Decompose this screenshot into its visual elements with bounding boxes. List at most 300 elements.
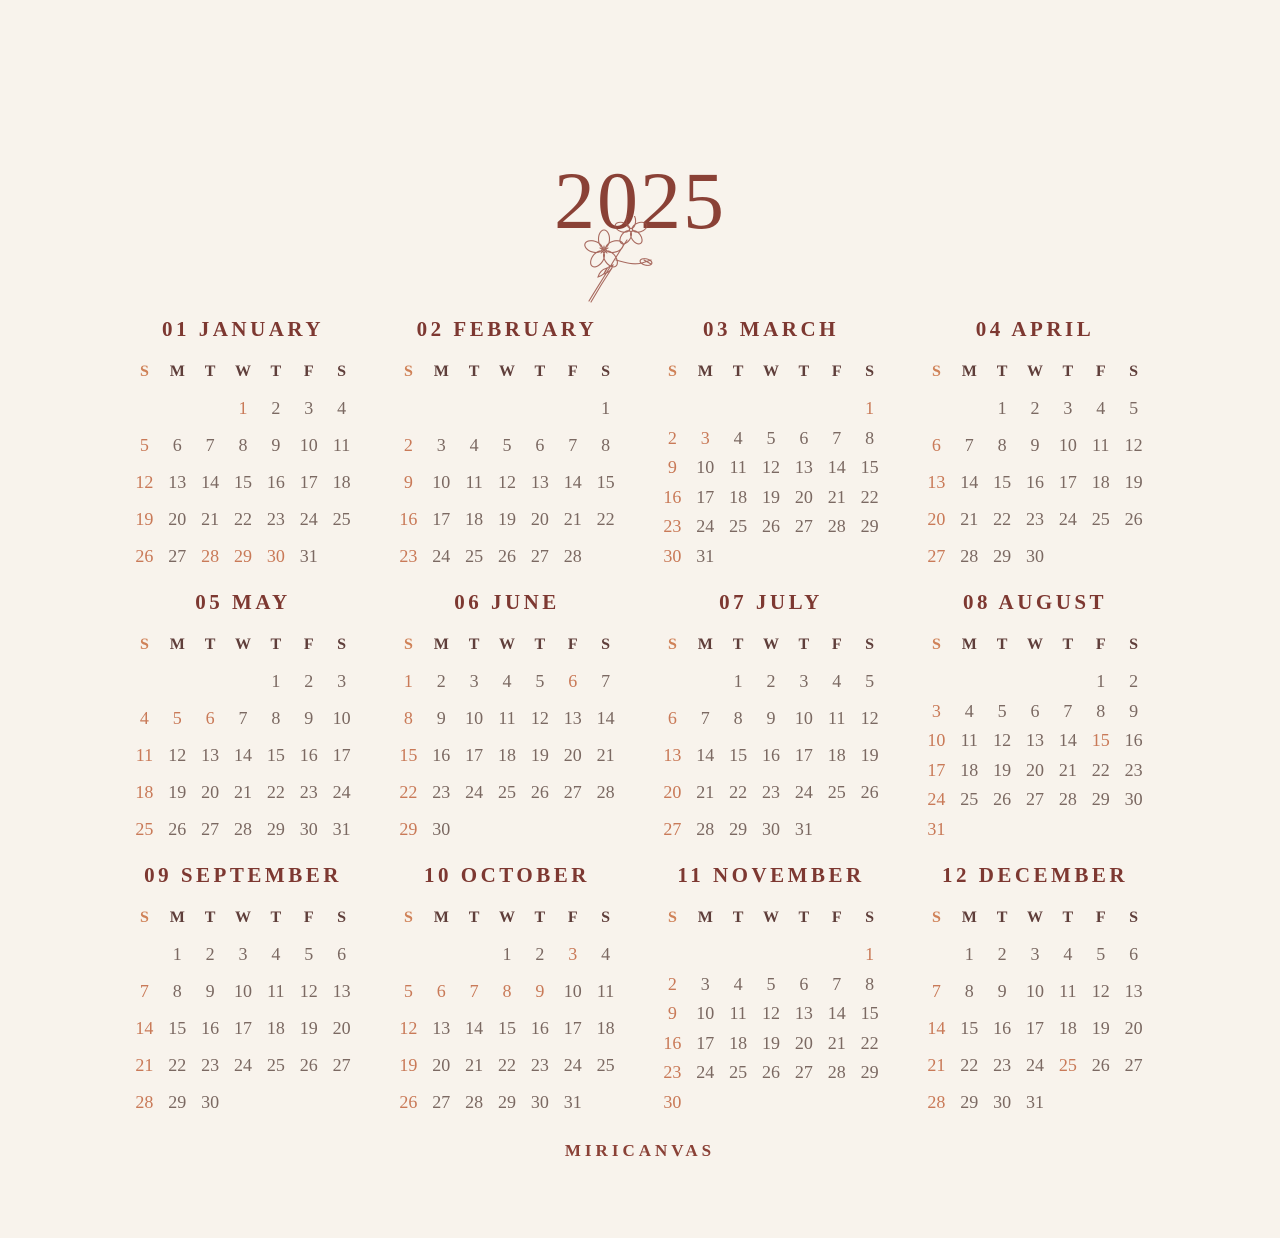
day-cell: 17 <box>563 1018 582 1038</box>
day-cell: 18 <box>827 745 846 765</box>
day-cell: 26 <box>497 546 516 566</box>
weekday-label: W <box>762 363 779 380</box>
week-row <box>128 1054 358 1076</box>
weekday-label: S <box>931 363 941 380</box>
month-march <box>656 317 886 590</box>
day-cell: 9 <box>304 708 314 728</box>
day-cell: 24 <box>696 516 715 537</box>
week-row <box>920 759 1150 781</box>
day-cell: 12 <box>168 745 187 765</box>
empty-cell <box>1084 545 1117 567</box>
day-cell: 3 <box>1063 398 1073 418</box>
day-cell: 3 <box>1030 944 1040 964</box>
day-cell: 1 <box>172 944 182 964</box>
weekday-label: F <box>567 636 578 653</box>
empty-cell <box>920 670 953 692</box>
day-cell: 27 <box>530 546 549 566</box>
day-cell: 20 <box>794 1032 813 1053</box>
day-cell: 18 <box>596 1018 615 1038</box>
day-cell: 13 <box>1124 981 1143 1001</box>
weekday-label: T <box>270 636 282 653</box>
day-cell: 22 <box>960 1055 979 1075</box>
day-cell: 19 <box>860 745 879 765</box>
empty-cell <box>689 943 722 965</box>
day-cell: 19 <box>135 509 154 529</box>
weekday-label: T <box>534 363 546 380</box>
empty-cell <box>556 397 589 419</box>
day-cell: 26 <box>399 1092 418 1112</box>
weekday-label: T <box>798 636 810 653</box>
empty-cell <box>787 1091 820 1113</box>
day-cell: 14 <box>1058 730 1077 751</box>
day-cell: 7 <box>139 981 149 1001</box>
day-cell: 12 <box>761 457 780 478</box>
day-cell: 22 <box>596 509 615 529</box>
day-cell: 2 <box>1129 671 1139 691</box>
day-cell: 1 <box>238 398 248 418</box>
day-cell: 25 <box>332 509 351 529</box>
day-cell: 26 <box>299 1055 318 1075</box>
month-august <box>920 590 1150 863</box>
empty-cell <box>953 818 986 840</box>
empty-cell <box>689 670 722 692</box>
day-cell: 15 <box>497 1018 516 1038</box>
day-cell: 2 <box>667 427 677 448</box>
day-cell: 20 <box>201 782 220 802</box>
day-cell: 29 <box>993 546 1012 566</box>
day-cell: 18 <box>497 745 516 765</box>
empty-cell <box>392 943 425 965</box>
day-cell: 1 <box>502 944 512 964</box>
day-cell: 2 <box>403 435 413 455</box>
day-cell: 5 <box>1129 398 1139 418</box>
month-october <box>392 863 622 1136</box>
weekday-label: T <box>468 636 480 653</box>
week-row <box>656 1061 886 1083</box>
weekday-label: W <box>234 909 251 926</box>
weekday-label: S <box>403 363 413 380</box>
empty-cell <box>986 670 1019 692</box>
day-cell: 24 <box>1058 509 1077 529</box>
day-cell: 9 <box>667 457 677 478</box>
day-cell: 21 <box>135 1055 154 1075</box>
day-cell: 10 <box>299 435 318 455</box>
day-cell: 31 <box>794 819 813 839</box>
day-cell: 27 <box>794 516 813 537</box>
day-cell: 11 <box>828 708 846 728</box>
empty-cell <box>722 1091 755 1113</box>
week-row <box>392 545 622 567</box>
day-cell: 26 <box>168 819 187 839</box>
weekday-label: S <box>601 636 611 653</box>
week-row <box>128 1017 358 1039</box>
empty-cell <box>953 397 986 419</box>
week-row <box>920 670 1150 692</box>
empty-cell <box>392 397 425 419</box>
weekday-label: S <box>865 636 875 653</box>
day-cell: 3 <box>799 671 809 691</box>
week-row <box>392 818 622 840</box>
empty-cell <box>325 1091 358 1113</box>
day-cell: 28 <box>201 546 220 566</box>
day-cell: 25 <box>135 819 154 839</box>
weekday-label: T <box>534 909 546 926</box>
day-cell: 3 <box>337 671 347 691</box>
day-cell: 21 <box>1058 759 1077 780</box>
week-row <box>920 700 1150 722</box>
day-cell: 16 <box>1124 730 1143 751</box>
day-cell: 28 <box>827 516 846 537</box>
day-cell: 14 <box>233 745 252 765</box>
day-cell: 29 <box>860 1062 879 1083</box>
day-cell: 27 <box>1025 789 1044 810</box>
day-cell: 22 <box>233 509 252 529</box>
day-cell: 27 <box>432 1092 451 1112</box>
month-title: 11 NOVEMBER <box>677 863 865 887</box>
weekday-label: S <box>865 909 875 926</box>
day-cell: 12 <box>993 730 1012 751</box>
weekday-label: S <box>403 909 413 926</box>
day-cell: 5 <box>403 981 413 1001</box>
weekday-label: F <box>567 363 578 380</box>
empty-cell <box>722 397 755 419</box>
week-row <box>392 707 622 729</box>
days-grid <box>920 397 1150 567</box>
empty-cell <box>227 670 260 692</box>
day-cell: 28 <box>960 546 979 566</box>
week-row <box>128 434 358 456</box>
day-cell: 5 <box>535 671 545 691</box>
day-cell: 20 <box>432 1055 451 1075</box>
day-cell: 25 <box>729 516 748 537</box>
weekday-label: S <box>1129 363 1139 380</box>
day-cell: 17 <box>233 1018 252 1038</box>
day-cell: 31 <box>563 1092 582 1112</box>
month-title: 12 DECEMBER <box>941 863 1129 887</box>
day-cell: 7 <box>832 427 842 448</box>
day-cell: 2 <box>667 973 677 994</box>
day-cell: 26 <box>530 782 549 802</box>
day-cell: 6 <box>931 435 941 455</box>
day-cell: 24 <box>332 782 351 802</box>
weekday-label: F <box>1095 909 1106 926</box>
weekday-label: F <box>303 909 314 926</box>
empty-cell <box>986 818 1019 840</box>
day-cell: 30 <box>761 819 780 839</box>
day-cell: 28 <box>596 782 615 802</box>
day-cell: 7 <box>931 981 941 1001</box>
day-cell: 20 <box>927 509 946 529</box>
day-cell: 13 <box>663 745 682 765</box>
day-cell: 18 <box>1091 472 1110 492</box>
day-cell: 18 <box>332 472 351 492</box>
weekday-label: S <box>601 363 611 380</box>
month-title: 01 JANUARY <box>161 317 324 341</box>
day-cell: 29 <box>1091 789 1110 810</box>
weekday-label: W <box>498 363 515 380</box>
day-cell: 20 <box>1025 759 1044 780</box>
day-cell: 18 <box>960 759 979 780</box>
day-cell: 30 <box>299 819 318 839</box>
weekday-label: M <box>961 636 977 653</box>
day-cell: 16 <box>399 509 418 529</box>
weekday-label: S <box>865 363 875 380</box>
weekday-label: S <box>1129 636 1139 653</box>
weekday-label: F <box>831 636 842 653</box>
day-cell: 6 <box>799 427 809 448</box>
day-cell: 13 <box>432 1018 451 1038</box>
week-row <box>128 980 358 1002</box>
day-cell: 7 <box>601 671 611 691</box>
day-cell: 21 <box>696 782 715 802</box>
day-cell: 12 <box>299 981 318 1001</box>
months-grid <box>128 317 1150 1136</box>
day-cell: 11 <box>1059 981 1077 1001</box>
day-cell: 13 <box>168 472 187 492</box>
empty-cell <box>589 818 622 840</box>
empty-cell <box>292 1091 325 1113</box>
day-cell: 18 <box>729 486 748 507</box>
month-title: 06 JUNE <box>454 590 560 614</box>
day-cell: 4 <box>601 944 611 964</box>
day-cell: 8 <box>502 981 512 1001</box>
day-cell: 19 <box>497 509 516 529</box>
weekday-label: W <box>234 636 251 653</box>
weekday-label: T <box>204 636 216 653</box>
day-cell: 15 <box>266 745 285 765</box>
empty-cell <box>556 818 589 840</box>
weekday-label: F <box>831 363 842 380</box>
day-cell: 30 <box>663 545 682 566</box>
day-cell: 27 <box>663 819 682 839</box>
day-cell: 8 <box>238 435 248 455</box>
day-cell: 13 <box>563 708 582 728</box>
day-cell: 11 <box>596 981 615 1001</box>
empty-cell <box>820 545 853 567</box>
month-title: 02 FEBRUARY <box>416 317 598 341</box>
day-cell: 13 <box>530 472 549 492</box>
day-cell: 13 <box>794 457 813 478</box>
day-cell: 10 <box>332 708 351 728</box>
empty-cell <box>589 545 622 567</box>
empty-cell <box>425 943 458 965</box>
week-row <box>920 729 1150 751</box>
day-cell: 14 <box>563 472 582 492</box>
day-cell: 19 <box>761 486 780 507</box>
day-cell: 11 <box>729 457 747 478</box>
day-cell: 6 <box>436 981 446 1001</box>
day-cell: 1 <box>271 671 281 691</box>
empty-cell <box>656 397 689 419</box>
day-cell: 29 <box>860 516 879 537</box>
day-cell: 22 <box>860 486 879 507</box>
week-row <box>656 1002 886 1024</box>
weekday-label: S <box>139 909 149 926</box>
day-cell: 22 <box>399 782 418 802</box>
empty-cell <box>1117 545 1150 567</box>
day-cell: 19 <box>168 782 187 802</box>
day-cell: 6 <box>799 973 809 994</box>
day-cell: 8 <box>601 435 611 455</box>
week-row <box>920 508 1150 530</box>
day-cell: 5 <box>865 671 875 691</box>
day-cell: 10 <box>465 708 484 728</box>
days-grid <box>920 670 1150 840</box>
day-cell: 15 <box>168 1018 187 1038</box>
day-cell: 23 <box>993 1055 1012 1075</box>
day-cell: 12 <box>761 1003 780 1024</box>
day-cell: 2 <box>205 944 215 964</box>
day-cell: 22 <box>860 1032 879 1053</box>
day-cell: 30 <box>1025 546 1044 566</box>
day-cell: 29 <box>168 1092 187 1112</box>
day-cell: 6 <box>172 435 182 455</box>
day-cell: 11 <box>960 730 978 751</box>
day-cell: 17 <box>794 745 813 765</box>
day-cell: 31 <box>1025 1092 1044 1112</box>
day-cell: 4 <box>964 700 974 721</box>
day-cell: 9 <box>436 708 446 728</box>
day-cell: 16 <box>432 745 451 765</box>
day-cell: 5 <box>172 708 182 728</box>
day-cell: 2 <box>535 944 545 964</box>
week-row <box>656 818 886 840</box>
weekday-label: W <box>1026 909 1043 926</box>
day-cell: 2 <box>271 398 281 418</box>
week-row <box>656 397 886 419</box>
weekday-row <box>128 907 358 929</box>
weekday-label: F <box>831 909 842 926</box>
days-grid <box>392 397 622 567</box>
day-cell: 14 <box>201 472 220 492</box>
month-title: 05 MAY <box>195 590 291 614</box>
weekday-label: W <box>498 636 515 653</box>
empty-cell <box>523 818 556 840</box>
weekday-label: T <box>270 363 282 380</box>
day-cell: 12 <box>1124 435 1143 455</box>
brand-footer: MIRICANVAS <box>564 1141 716 1160</box>
week-row <box>656 973 886 995</box>
weekday-label: M <box>697 636 713 653</box>
week-row <box>128 943 358 965</box>
day-cell: 26 <box>761 516 780 537</box>
day-cell: 5 <box>1096 944 1106 964</box>
day-cell: 29 <box>497 1092 516 1112</box>
empty-cell <box>1117 1091 1150 1113</box>
day-cell: 29 <box>233 546 252 566</box>
week-row <box>920 788 1150 810</box>
empty-cell <box>128 670 161 692</box>
day-cell: 5 <box>304 944 314 964</box>
day-cell: 21 <box>563 509 582 529</box>
year-title: 2025 <box>554 155 726 246</box>
week-row <box>392 471 622 493</box>
day-cell: 23 <box>432 782 451 802</box>
weekday-label: W <box>498 909 515 926</box>
day-cell: 21 <box>201 509 220 529</box>
day-cell: 27 <box>794 1062 813 1083</box>
day-cell: 13 <box>794 1003 813 1024</box>
day-cell: 4 <box>337 398 347 418</box>
empty-cell <box>689 397 722 419</box>
day-cell: 22 <box>168 1055 187 1075</box>
month-title: 04 APRIL <box>975 317 1095 341</box>
day-cell: 10 <box>432 472 451 492</box>
weekday-label: T <box>468 909 480 926</box>
day-cell: 28 <box>1058 789 1077 810</box>
day-cell: 5 <box>997 700 1007 721</box>
day-cell: 28 <box>827 1062 846 1083</box>
weekday-label: M <box>433 363 449 380</box>
month-december <box>920 863 1150 1136</box>
day-cell: 25 <box>1091 509 1110 529</box>
empty-cell <box>259 1091 292 1113</box>
empty-cell <box>787 943 820 965</box>
week-row <box>656 515 886 537</box>
day-cell: 5 <box>502 435 512 455</box>
day-cell: 26 <box>860 782 879 802</box>
day-cell: 15 <box>399 745 418 765</box>
week-row <box>392 781 622 803</box>
day-cell: 7 <box>832 973 842 994</box>
empty-cell <box>656 943 689 965</box>
day-cell: 18 <box>1058 1018 1077 1038</box>
day-cell: 18 <box>465 509 484 529</box>
month-title: 07 JULY <box>719 590 823 614</box>
week-row <box>128 397 358 419</box>
day-cell: 3 <box>700 973 710 994</box>
day-cell: 24 <box>1025 1055 1044 1075</box>
day-cell: 23 <box>201 1055 220 1075</box>
day-cell: 25 <box>729 1062 748 1083</box>
day-cell: 12 <box>530 708 549 728</box>
day-cell: 4 <box>139 708 149 728</box>
weekday-row <box>128 361 358 383</box>
weekday-label: S <box>667 909 677 926</box>
day-cell: 22 <box>266 782 285 802</box>
day-cell: 18 <box>729 1032 748 1053</box>
day-cell: 19 <box>299 1018 318 1038</box>
days-grid <box>656 943 886 1113</box>
day-cell: 21 <box>960 509 979 529</box>
day-cell: 24 <box>432 546 451 566</box>
day-cell: 11 <box>135 745 154 765</box>
week-row <box>128 1091 358 1113</box>
empty-cell <box>458 818 491 840</box>
day-cell: 6 <box>1030 700 1040 721</box>
day-cell: 11 <box>332 435 351 455</box>
weekday-label: W <box>762 909 779 926</box>
week-row <box>656 943 886 965</box>
days-grid <box>920 943 1150 1113</box>
day-cell: 2 <box>766 671 776 691</box>
day-cell: 29 <box>266 819 285 839</box>
day-cell: 16 <box>201 1018 220 1038</box>
day-cell: 12 <box>1091 981 1110 1001</box>
weekday-row <box>392 907 622 929</box>
day-cell: 17 <box>927 759 946 780</box>
empty-cell <box>853 545 886 567</box>
day-cell: 20 <box>1124 1018 1143 1038</box>
day-cell: 31 <box>299 546 318 566</box>
weekday-label: T <box>996 363 1008 380</box>
empty-cell <box>820 1091 853 1113</box>
weekday-label: S <box>337 909 347 926</box>
week-row <box>392 1054 622 1076</box>
day-cell: 23 <box>530 1055 549 1075</box>
day-cell: 9 <box>766 708 776 728</box>
day-cell: 15 <box>729 745 748 765</box>
